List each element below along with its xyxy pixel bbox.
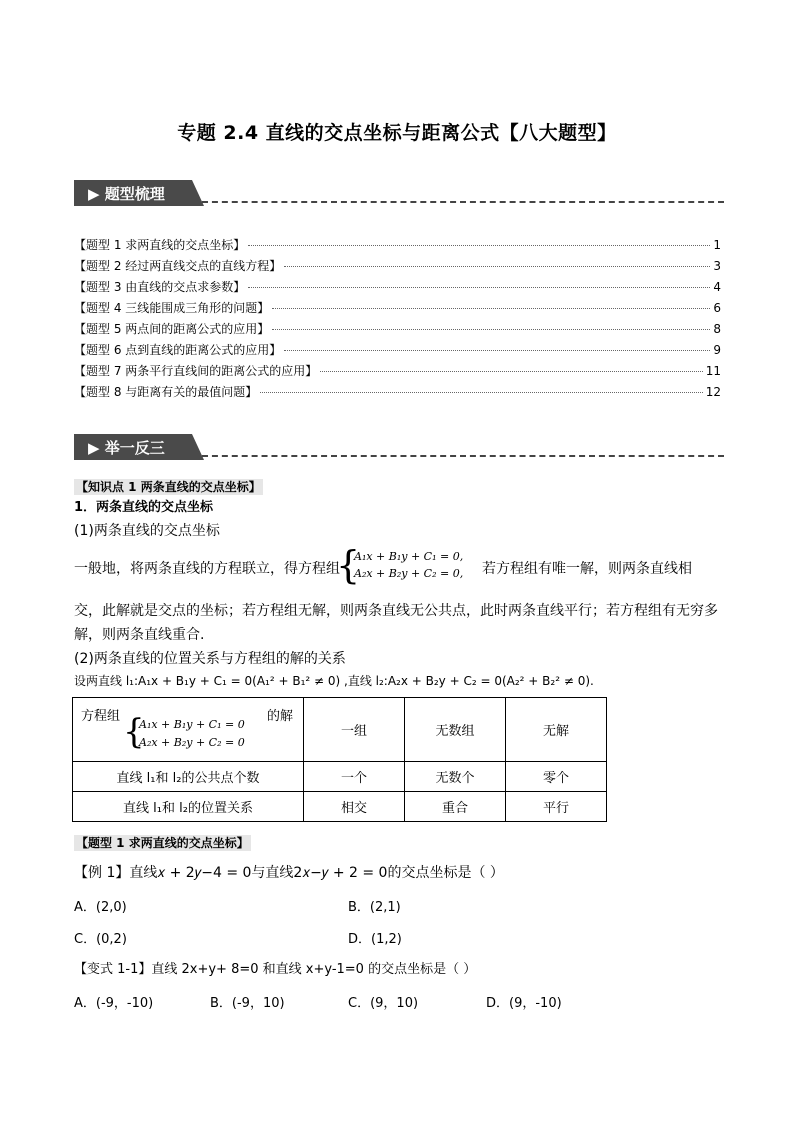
knowledge-p1-line2: 交，此解就是交点的坐标；若方程组无解，则两条直线无公共点，此时两条直线平行；若方程组有无穷多 bbox=[74, 603, 718, 619]
banner-label bbox=[88, 437, 165, 458]
variant-option-d[interactable]: D．(9，-10) bbox=[486, 996, 562, 1011]
toc-leader bbox=[320, 371, 702, 372]
option-c[interactable]: C．(0,2) bbox=[74, 932, 127, 947]
toc-leader bbox=[260, 392, 702, 393]
option-d[interactable]: D．(1,2) bbox=[348, 932, 402, 947]
table-of-contents bbox=[74, 236, 721, 404]
toc-item[interactable] bbox=[74, 320, 721, 341]
toc-label: 【题型 3 由直线的交点求参数】 bbox=[74, 280, 246, 294]
head-prefix: 方程组 bbox=[81, 708, 121, 724]
table-cell: 相交 bbox=[304, 792, 405, 822]
toc-item[interactable] bbox=[74, 383, 721, 404]
section-banner-examples bbox=[74, 434, 724, 460]
table-cell: 一组 bbox=[304, 698, 405, 762]
table-cell: 重合 bbox=[405, 792, 506, 822]
toc-page: 8 bbox=[713, 322, 721, 336]
table-head-cell bbox=[73, 698, 304, 762]
head-eq2: A₂x + B₂y + C₂ = 0 bbox=[139, 735, 245, 749]
table-cell: 无解 bbox=[506, 698, 607, 762]
toc-page: 1 bbox=[713, 238, 721, 252]
toc-label: 【题型 5 两点间的距离公式的应用】 bbox=[74, 322, 270, 336]
toc-item[interactable] bbox=[74, 236, 721, 257]
toc-leader bbox=[248, 245, 710, 246]
toc-item[interactable] bbox=[74, 341, 721, 362]
play-icon: ▶ bbox=[88, 185, 105, 203]
toc-leader bbox=[272, 329, 710, 330]
relation-table bbox=[72, 697, 607, 822]
table-cell: 零个 bbox=[506, 762, 607, 792]
equation-line-1: A₁x + B₁y + C₁ = 0, bbox=[354, 550, 464, 563]
toc-item[interactable] bbox=[74, 299, 721, 320]
table-cell: 无数组 bbox=[405, 698, 506, 762]
equation-line-2: A₂x + B₂y + C₂ = 0, bbox=[354, 567, 464, 580]
banner-text: 题型梳理 bbox=[104, 185, 165, 203]
banner-label bbox=[88, 183, 165, 204]
variant-option-a[interactable]: A．(-9，-10) bbox=[74, 996, 154, 1011]
table-cell: 一个 bbox=[304, 762, 405, 792]
toc-page: 4 bbox=[713, 280, 721, 294]
toc-leader bbox=[272, 308, 710, 309]
toc-label: 【题型 2 经过两直线交点的直线方程】 bbox=[74, 259, 282, 273]
section-banner-overview bbox=[74, 180, 724, 206]
table-cell: 平行 bbox=[506, 792, 607, 822]
toc-page: 9 bbox=[713, 343, 721, 357]
table-row bbox=[73, 762, 607, 792]
toc-page: 11 bbox=[705, 364, 721, 378]
knowledge-p1-line3: 解，则两条直线重合. bbox=[74, 627, 205, 643]
toc-label: 【题型 8 与距离有关的最值问题】 bbox=[74, 385, 258, 399]
banner-text: 举一反三 bbox=[104, 439, 165, 457]
table-row bbox=[73, 698, 607, 762]
play-icon: ▶ bbox=[88, 439, 105, 457]
toc-item[interactable] bbox=[74, 362, 721, 383]
knowledge-p2: 设两直线 l₁:A₁x + B₁y + C₁ = 0(A₁² + B₁² ≠ 0) ,直线 l₂:A₂x + B₂y + C₂ = 0(A₂² + B₂² ≠ 0). bbox=[74, 674, 594, 688]
type1-tag-wrap bbox=[74, 832, 251, 851]
toc-label: 【题型 1 求两直线的交点坐标】 bbox=[74, 238, 246, 252]
knowledge-p1-before: 一般地，将两条直线的方程联立，得方程组 bbox=[74, 561, 340, 577]
toc-item[interactable] bbox=[74, 278, 721, 299]
toc-leader bbox=[284, 350, 710, 351]
dashed-rule bbox=[202, 455, 724, 457]
option-a[interactable]: A．(2,0) bbox=[74, 900, 127, 915]
toc-leader bbox=[248, 287, 710, 288]
knowledge-sub1: (1)两条直线的交点坐标 bbox=[74, 523, 220, 539]
head-suffix: 的解 bbox=[267, 708, 294, 724]
toc-page: 3 bbox=[713, 259, 721, 273]
head-eq1: A₁x + B₁y + C₁ = 0 bbox=[139, 717, 245, 731]
dashed-rule bbox=[202, 201, 724, 203]
example-question: 【例 1】直线𝑥 + 2𝑦−4 = 0与直线2𝑥−𝑦 + 2 = 0的交点坐标是（ ） bbox=[74, 865, 504, 881]
table-row bbox=[73, 792, 607, 822]
option-b[interactable]: B．(2,1) bbox=[348, 900, 401, 915]
brace-icon: { bbox=[123, 711, 145, 752]
toc-page: 6 bbox=[713, 301, 721, 315]
toc-label: 【题型 7 两条平行直线间的距离公式的应用】 bbox=[74, 364, 318, 378]
toc-label: 【题型 6 点到直线的距离公式的应用】 bbox=[74, 343, 282, 357]
variant-option-c[interactable]: C．(9，10) bbox=[348, 996, 419, 1011]
knowledge-sub2: (2)两条直线的位置关系与方程组的解的关系 bbox=[74, 651, 346, 667]
toc-label: 【题型 4 三线能围成三角形的问题】 bbox=[74, 301, 270, 315]
page-title: 专题 2.4 直线的交点坐标与距离公式【八大题型】 bbox=[177, 122, 617, 144]
brace-icon: { bbox=[336, 543, 361, 587]
toc-page: 12 bbox=[705, 385, 721, 399]
knowledge-p1-after: 若方程组有唯一解，则两条直线相 bbox=[482, 561, 692, 577]
type1-tag: 【题型 1 求两直线的交点坐标】 bbox=[76, 836, 249, 850]
knowledge-tag: 【知识点 1 两条直线的交点坐标】 bbox=[76, 480, 261, 494]
table-row-label: 直线 l₁和 l₂的公共点个数 bbox=[73, 762, 304, 792]
knowledge-heading: 1．两条直线的交点坐标 bbox=[74, 500, 214, 515]
toc-leader bbox=[284, 266, 710, 267]
variant-option-b[interactable]: B．(-9，10) bbox=[210, 996, 285, 1011]
variant-question: 【变式 1-1】直线 2x+y+ 8=0 和直线 x+y-1=0 的交点坐标是（ ） bbox=[74, 962, 477, 977]
table-cell: 无数个 bbox=[405, 762, 506, 792]
table-row-label: 直线 l₁和 l₂的位置关系 bbox=[73, 792, 304, 822]
knowledge-tag-wrap bbox=[74, 476, 263, 495]
toc-item[interactable] bbox=[74, 257, 721, 278]
